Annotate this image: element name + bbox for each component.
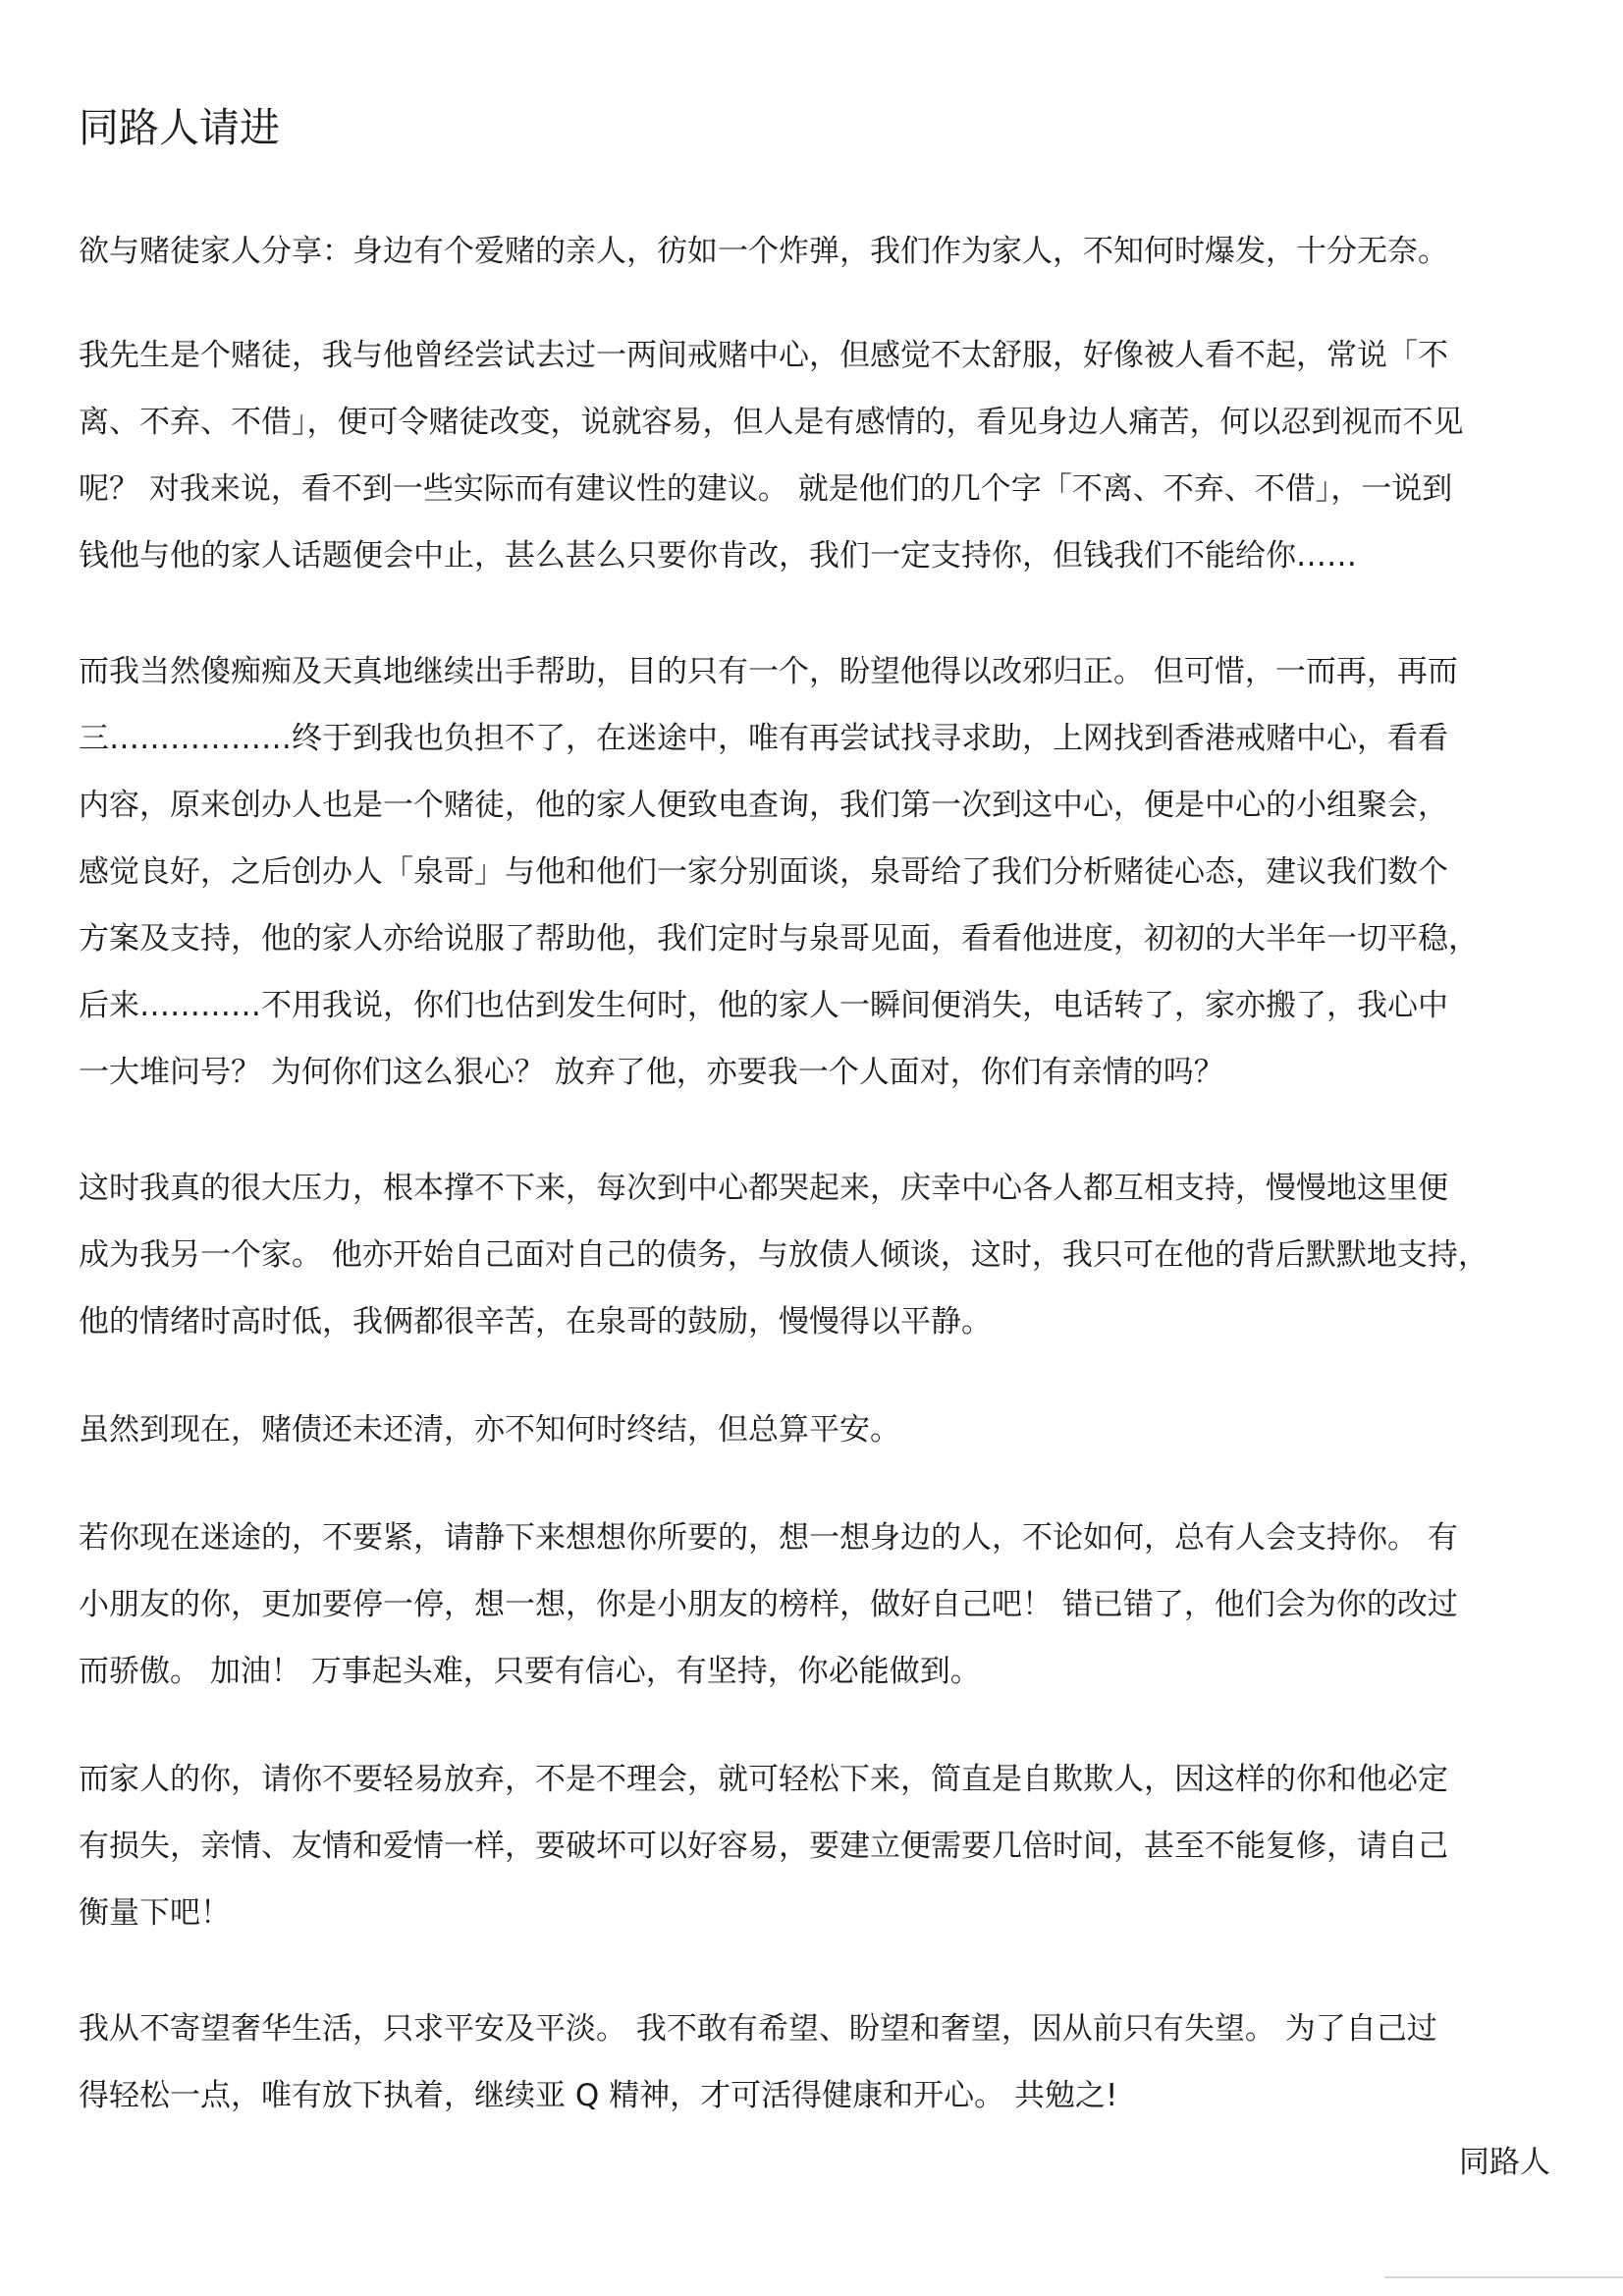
text-line: 呢？ 对我来说，看不到一些实际而有建议性的建议。 就是他们的几个字「不离、不弃、不借」，一说到 [79, 471, 1453, 507]
signature: 同路人 [1459, 2145, 1550, 2180]
scan-edge-divider [1384, 2276, 1623, 2278]
text-line: 而家人的你，请你不要轻易放弃，不是不理会，就可轻松下来，简直是自欺欺人，因这样的你和他必定 [79, 1762, 1448, 1797]
text-line: 钱他与他的家人话题便会中止，甚么甚么只要你肯改，我们一定支持你，但钱我们不能给你…… [79, 538, 1357, 574]
paragraph-center [79, 638, 1551, 1106]
text-line: 我从不寄望奢华生活，只求平安及平淡。 我不敢有希望、盼望和奢望，因从前只有失望。 为了自己过 [79, 2011, 1437, 2047]
text-line: 衡量下吧！ [79, 1895, 231, 1931]
text-line: 我先生是个赌徒，我与他曾经尝试去过一两间戒赌中心，但感觉不太舒服，好像被人看不起，常说「不 [79, 338, 1448, 373]
paragraph-advice-family [79, 1746, 1551, 1946]
paragraph-debt [79, 1396, 1551, 1463]
text-line: 得轻松一点，唯有放下执着，继续亚 Q 精神，才可活得健康和开心。 共勉之! [79, 2078, 1118, 2113]
text-line: 而骄傲。 加油！ 万事起头难，只要有信心，有坚持，你必能做到。 [79, 1654, 981, 1689]
text-line: 这时我真的很大压力，根本撑不下来，每次到中心都哭起来，庆幸中心各人都互相支持，慢慢地这里便 [79, 1171, 1448, 1206]
text-line: 三………………终于到我也负担不了，在迷途中，唯有再尝试找寻求助，上网找到香港戒赌中心，看看 [79, 721, 1448, 756]
text-line: 欲与赌徒家人分享：身边有个爱赌的亲人，彷如一个炸弹，我们作为家人，不知何时爆发，十分无奈。 [79, 234, 1448, 269]
text-line: 小朋友的你，更加要停一停，想一想，你是小朋友的榜样，做好自己吧！ 错已错了，他们会为你的改过 [79, 1587, 1458, 1622]
text-line: 方案及支持，他的家人亦给说服了帮助他，我们定时与泉哥见面，看看他进度，初初的大半年一切平稳， [79, 921, 1479, 957]
text-line: 一大堆问号？ 为何你们这么狠心？ 放弃了他，亦要我一个人面对，你们有亲情的吗？ [79, 1055, 1224, 1090]
paragraph-advice-gambler [79, 1504, 1551, 1705]
text-line: 他的情绪时高时低，我俩都很辛苦，在泉哥的鼓励，慢慢得以平静。 [79, 1304, 992, 1339]
paragraph-intro [79, 218, 1551, 285]
text-line: 有损失，亲情、友情和爱情一样，要破坏可以好容易，要建立便需要几倍时间，甚至不能复修，请自己 [79, 1829, 1448, 1864]
text-line: 后来…………不用我说，你们也估到发生何时，他的家人一瞬间便消失，电话转了，家亦搬了，我心中 [79, 988, 1448, 1023]
text-line: 感觉良好，之后创办人「泉哥」与他和他们一家分别面谈，泉哥给了我们分析赌徒心态，建议我们数个 [79, 854, 1448, 890]
text-line: 离、不弃、不借」，便可令赌徒改变，说就容易，但人是有感情的，看见身边人痛苦，何以忍到视而不见 [79, 405, 1464, 440]
text-line: 虽然到现在，赌债还未还清，亦不知何时终结，但总算平安。 [79, 1412, 900, 1448]
text-line: 若你现在迷途的，不要紧，请静下来想想你所要的，想一想身边的人，不论如何，总有人会支持你。 有 [79, 1520, 1458, 1556]
text-line: 内容，原来创办人也是一个赌徒，他的家人便致电查询，我们第一次到这中心，便是中心的小组聚会， [79, 788, 1448, 823]
paragraph-pressure [79, 1155, 1551, 1355]
letter-title: 同路人请进 [79, 104, 280, 151]
text-line: 而我当然傻痴痴及天真地继续出手帮助，目的只有一个，盼望他得以改邪归正。 但可惜，一而再，再而 [79, 654, 1458, 689]
text-line: 成为我另一个家。 他亦开始自己面对自己的债务，与放债人倾谈，这时，我只可在他的背后默默地支持， [79, 1237, 1488, 1273]
paragraph-husband [79, 322, 1551, 589]
paragraph-closing [79, 1995, 1551, 2129]
